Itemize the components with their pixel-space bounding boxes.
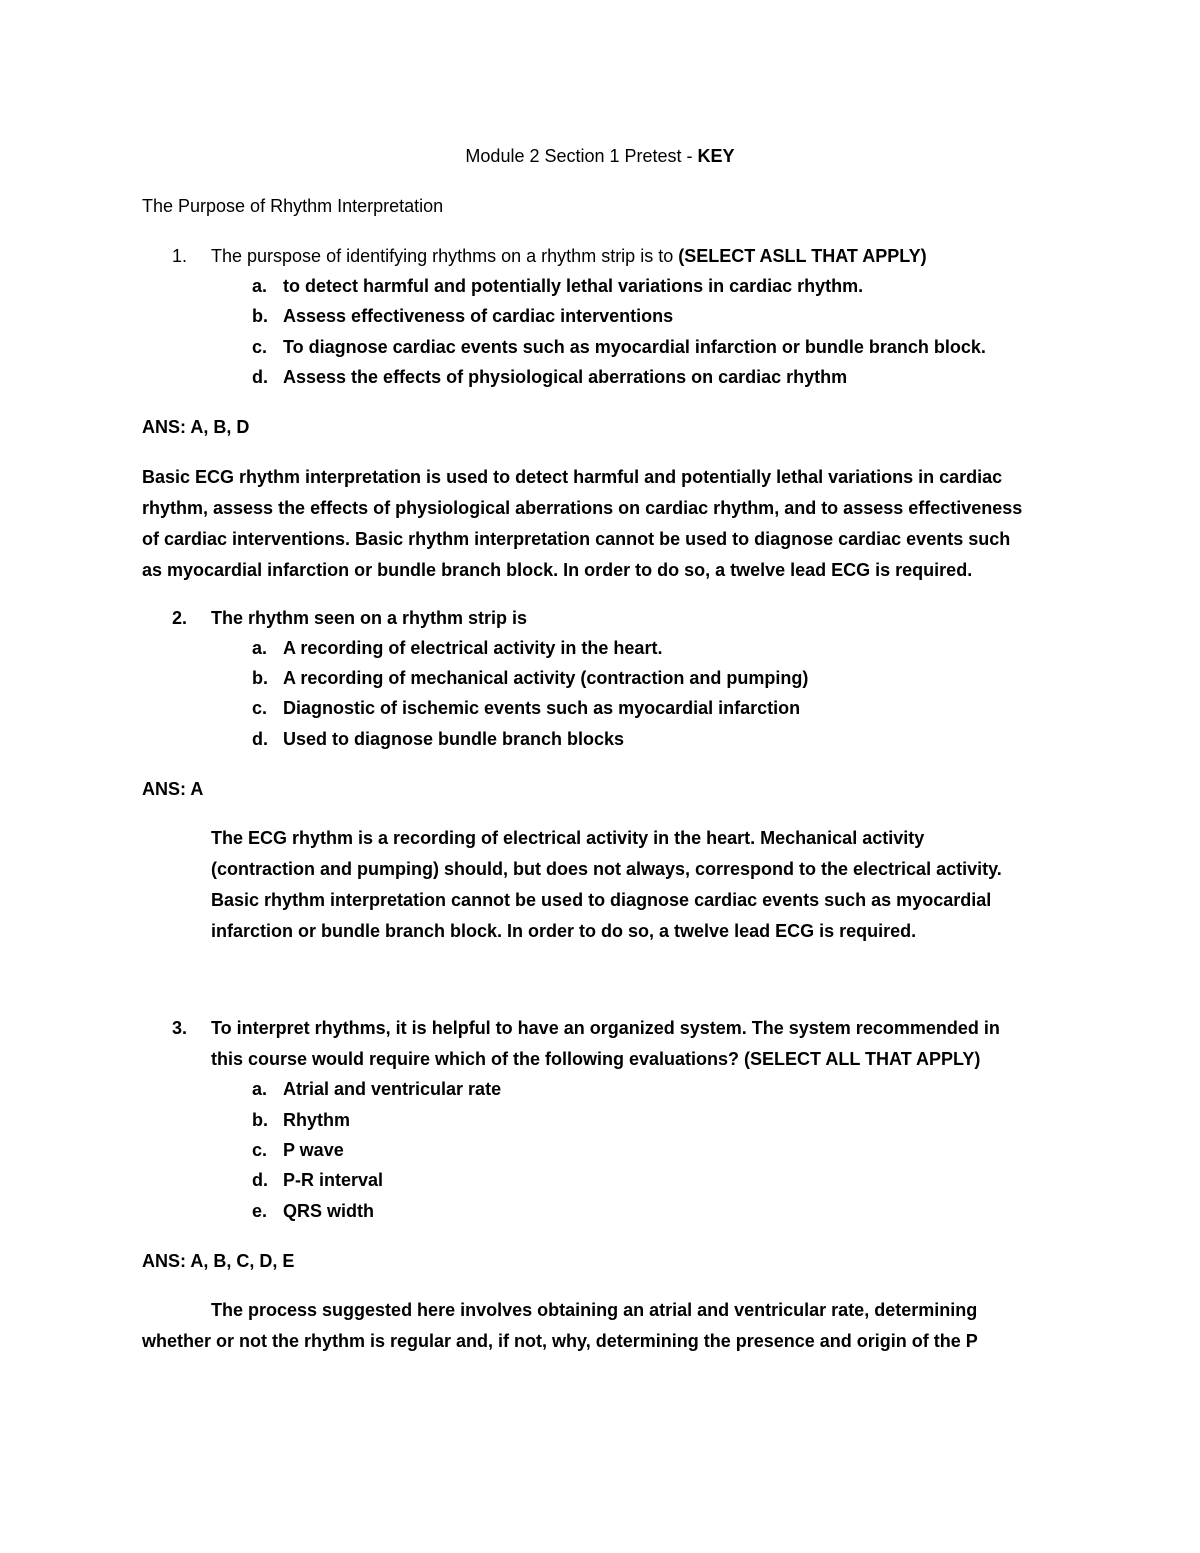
option-letter: a. <box>252 638 268 658</box>
option-letter: a. <box>252 276 268 296</box>
option-text: QRS width <box>283 1201 374 1221</box>
option-text: A recording of mechanical activity (contraction and pumping) <box>283 668 809 688</box>
question-1-stem: The purspose of identifying rhythms on a rhythm strip is to <box>211 246 679 266</box>
option-letter: d. <box>252 729 268 749</box>
option-text: Assess the effects of physiological aberrations on cardiac rhythm <box>283 367 848 387</box>
explanation-1 <box>142 462 1022 586</box>
explanation-line: infarction or bundle branch block. In order to do so, a twelve lead ECG is required. <box>211 921 917 941</box>
question-3-text <box>211 1013 1000 1075</box>
explanation-line: The ECG rhythm is a recording of electrical activity in the heart. Mechanical activity <box>211 828 925 848</box>
option-text: Used to diagnose bundle branch blocks <box>283 729 625 749</box>
option-text: Assess effectiveness of cardiac interventions <box>283 306 674 326</box>
option-letter: c. <box>252 337 268 357</box>
explanation-line: rhythm, assess the effects of physiological aberrations on cardiac rhythm, and to assess effectiveness <box>142 498 1023 518</box>
question-1-instruction: (SELECT ASLL THAT APPLY) <box>678 246 927 266</box>
explanation-3 <box>142 1295 978 1357</box>
option-text: Rhythm <box>283 1110 350 1130</box>
option-text: A recording of electrical activity in the heart. <box>283 638 663 658</box>
option-text: to detect harmful and potentially lethal variations in cardiac rhythm. <box>283 276 864 296</box>
question-3-line: To interpret rhythms, it is helpful to have an organized system. The system recommended in <box>211 1018 1000 1038</box>
explanation-line: Basic ECG rhythm interpretation is used to detect harmful and potentially lethal variations in cardiac <box>142 467 1003 487</box>
question-1-number: 1. <box>172 246 188 266</box>
option-text: Atrial and ventricular rate <box>283 1079 502 1099</box>
explanation-line: of cardiac interventions. Basic rhythm interpretation cannot be used to diagnose cardiac events such <box>142 529 1011 549</box>
option-text: To diagnose cardiac events such as myocardial infarction or bundle branch block. <box>283 337 986 357</box>
question-3-number: 3. <box>172 1018 188 1038</box>
explanation-line: as myocardial infarction or bundle branch block. In order to do so, a twelve lead ECG is required. <box>142 560 973 580</box>
question-1-text <box>211 246 927 267</box>
explanation-line: Basic rhythm interpretation cannot be used to diagnose cardiac events such as myocardial <box>211 890 992 910</box>
option-letter: c. <box>252 1140 268 1160</box>
option-letter: b. <box>252 668 268 688</box>
explanation-line: (contraction and pumping) should, but does not always, correspond to the electrical activity. <box>211 859 1002 879</box>
option-letter: d. <box>252 367 268 387</box>
page-title <box>0 146 1200 167</box>
answer-1: ANS: A, B, D <box>142 417 250 437</box>
option-text: P wave <box>283 1140 344 1160</box>
explanation-line: The process suggested here involves obtaining an atrial and ventricular rate, determining <box>211 1300 978 1320</box>
option-letter: a. <box>252 1079 268 1099</box>
option-letter: b. <box>252 1110 268 1130</box>
answer-3: ANS: A, B, C, D, E <box>142 1251 295 1271</box>
question-2-text: The rhythm seen on a rhythm strip is <box>211 608 528 628</box>
question-2-number: 2. <box>172 608 188 628</box>
option-letter: e. <box>252 1201 268 1221</box>
explanation-2 <box>211 823 1002 947</box>
answer-2: ANS: A <box>142 779 204 799</box>
option-text: Diagnostic of ischemic events such as myocardial infarction <box>283 698 801 718</box>
question-3-line: this course would require which of the following evaluations? (SELECT ALL THAT APPLY) <box>211 1049 981 1069</box>
explanation-line: whether or not the rhythm is regular and, if not, why, determining the presence and origin of the P <box>142 1331 978 1351</box>
option-letter: c. <box>252 698 268 718</box>
option-text: P-R interval <box>283 1170 384 1190</box>
option-letter: b. <box>252 306 268 326</box>
title-key: KEY <box>697 146 735 166</box>
option-letter: d. <box>252 1170 268 1190</box>
section-heading: The Purpose of Rhythm Interpretation <box>142 196 444 216</box>
title-text: Module 2 Section 1 Pretest - <box>465 146 698 166</box>
